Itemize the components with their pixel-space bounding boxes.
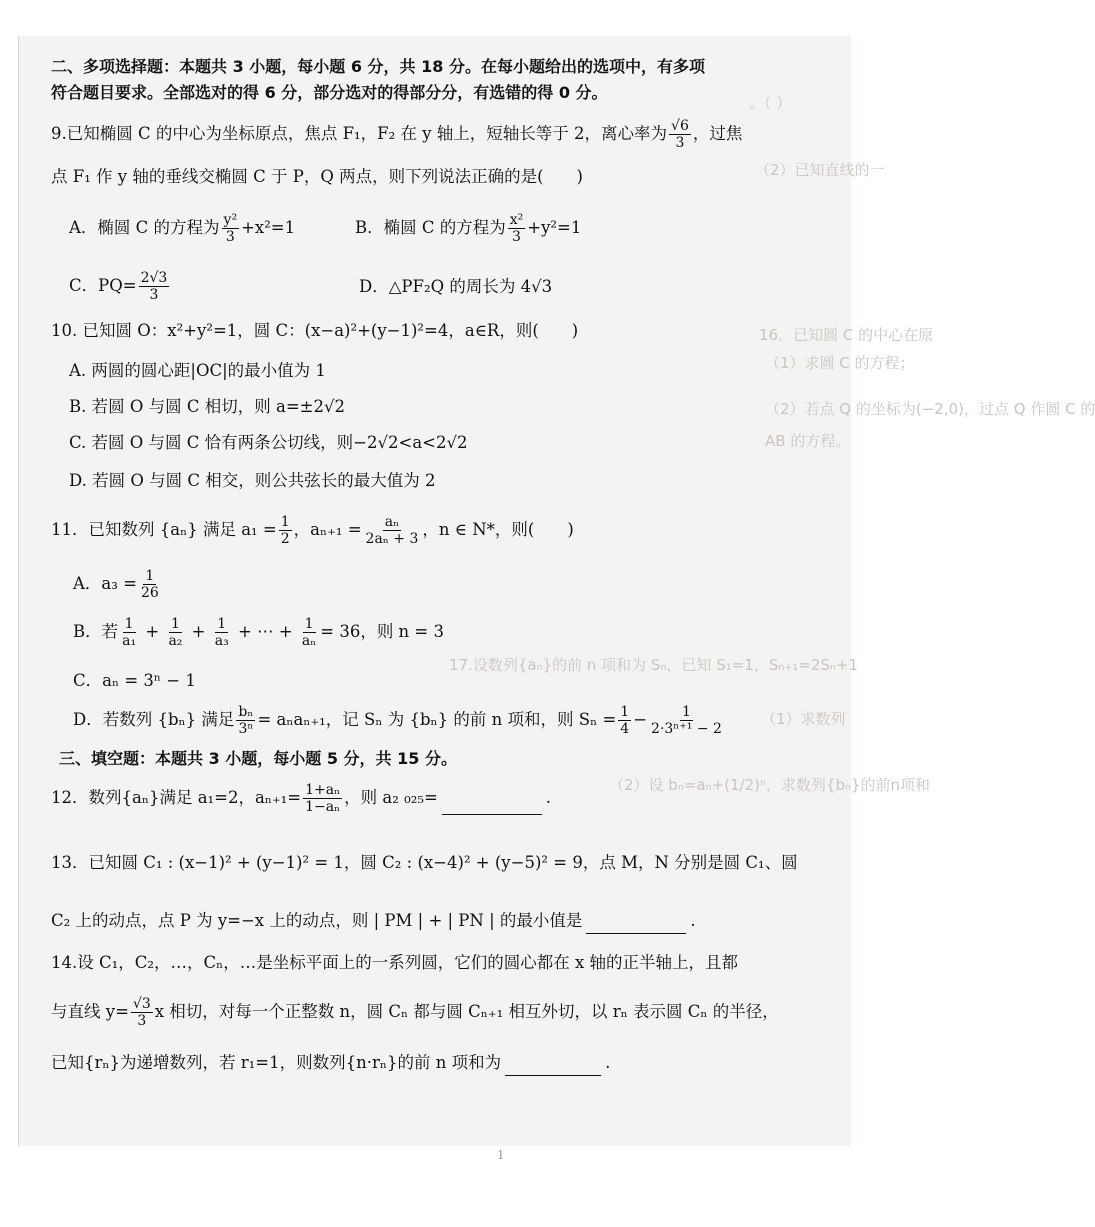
bleed-text-6: AB 的方程。 — [765, 432, 851, 450]
opt-fraction — [222, 212, 240, 245]
frac-num: 1 — [124, 616, 134, 632]
opt-fraction — [120, 616, 138, 649]
opt-text-mid: = aₙaₙ₊₁，记 Sₙ 为 {bₙ} 的前 n 项和，则 Sₙ = — [257, 710, 617, 729]
opt-fraction — [166, 616, 184, 649]
frac-num: 2√3 — [140, 270, 168, 286]
q10-option-a: A. 两圆的圆心距|OC|的最小值为 1 — [69, 361, 326, 380]
bleed-text-4: （1）求圆 C 的方程； — [765, 354, 915, 372]
opt-text-post: +x²=1 — [241, 218, 296, 237]
q13-text: C₂ 上的动点，点 P 为 y=−x 上的动点，则 | PM | + | PN | 的最小值是 — [51, 911, 583, 930]
frac-num: x² — [509, 212, 524, 228]
bleed-text-3: 16．已知圆 C 的中心在原 — [759, 326, 934, 344]
frac-den: a₂ — [168, 633, 183, 649]
bleed-text-7: 17.设数列{aₙ}的前 n 项和为 Sₙ，已知 S₁=1，Sₙ₊₁=2Sₙ+1 — [449, 656, 858, 674]
q14-text: 与直线 y= — [51, 1002, 129, 1021]
q11-recursion-fraction — [364, 514, 421, 547]
opt-text: A．a₃ = — [73, 574, 137, 593]
frac-num: bₙ — [238, 704, 254, 720]
q14-slope-fraction — [131, 996, 153, 1029]
q14-text-post: x 相切，对每一个正整数 n，圆 Cₙ 都与圆 Cₙ₊₁ 相互外切，以 rₙ 表示圆 Cₙ 的半径， — [154, 1002, 779, 1021]
frac-num: √3 — [132, 996, 151, 1012]
q11-option-c: C．aₙ = 3ⁿ − 1 — [73, 671, 196, 690]
q12-period: . — [545, 788, 552, 807]
q11-stem-text: 11．已知数列 {aₙ} 满足 a₁ = — [51, 520, 277, 539]
frac-num: √6 — [671, 118, 689, 134]
opt-text: C．PQ= — [69, 276, 137, 295]
opt-fraction — [618, 704, 631, 737]
frac-num: 1+aₙ — [305, 782, 341, 798]
frac-den: 3 — [225, 229, 235, 245]
section3-heading: 三、填空题：本题共 3 小题，每小题 5 分，共 15 分。 — [59, 749, 457, 768]
q9-option-c — [69, 270, 171, 303]
q9-option-d: D．△PF₂Q 的周长为 4√3 — [359, 277, 553, 296]
answer-blank[interactable] — [586, 915, 686, 934]
frac-num: 1 — [304, 616, 314, 632]
frac-den: 3 — [675, 135, 685, 151]
opt-fraction — [649, 704, 724, 737]
section2-heading-line2: 符合题目要求。全部选对的得 6 分，部分选对的得部分分，有选错的得 0 分。 — [51, 83, 608, 102]
exam-sheet — [18, 36, 1095, 1162]
q9-stem-end: ，过焦 — [692, 124, 743, 143]
frac-den: 4 — [620, 721, 630, 737]
frac-den: 1−aₙ — [305, 799, 341, 815]
frac-den: 2 — [280, 531, 290, 547]
frac-num: 1 — [682, 704, 691, 720]
q13-line2 — [51, 908, 831, 934]
q10-option-d: D. 若圆 O 与圆 C 相交，则公共弦长的最大值为 2 — [69, 471, 436, 490]
q11-option-d: D．若数列 {bₙ} 满足 $\frac{\text{bₙ}}{\text{3ⁿ}}$ = aₙaₙ₊₁，记 Sₙ 为 {bₙ} 的前 n 项和，则 Sₙ = $\frac{1}{4}$ − $\frac{1}{\text{2·3ⁿ⁺¹ − 2}}$ — [73, 704, 722, 737]
q9-eccentricity-fraction — [669, 118, 691, 151]
q14-line1: 14.设 C₁，C₂，…，Cₙ，…是坐标平面上的一系列圆，它们的圆心都在 x 轴的正半轴上，且都 — [51, 953, 739, 972]
q11-option-a — [73, 568, 163, 601]
q14-text: 已知{rₙ}为递增数列，若 r₁=1，则数列{n·rₙ}的前 n 项和为 — [51, 1053, 502, 1072]
opt-fraction — [300, 616, 318, 649]
q10-stem: 10. 已知圆 O：x²+y²=1，圆 C：(x−a)²+(y−1)²=4，a∈R，则( ) — [51, 321, 579, 340]
q9-option-b — [355, 212, 581, 245]
section2-heading-line1: 二、多项选择题：本题共 3 小题，每小题 6 分，共 18 分。在每小题给出的选项中，有多项 — [51, 57, 705, 76]
frac-num: 1 — [170, 616, 180, 632]
q11-stem — [51, 514, 831, 547]
frac-den: 3ⁿ — [238, 721, 254, 737]
frac-den: 2·3ⁿ⁺¹ − 2 — [651, 721, 722, 737]
frac-den: 3 — [512, 229, 521, 245]
q11-stem-mid: ，aₙ₊₁ = — [293, 520, 362, 539]
frac-den: 3 — [137, 1013, 147, 1029]
q12-stem — [51, 782, 831, 815]
frac-den: 3 — [149, 287, 159, 303]
frac-den: a₁ — [122, 633, 137, 649]
q11-stem-post: ，n ∈ N*，则( ) — [422, 520, 574, 539]
q12-fraction — [303, 782, 342, 815]
q12-stem-post: ，则 a₂ ₀₂₅= — [344, 788, 438, 807]
q14-line2 — [51, 996, 831, 1029]
opt-text-post: +y²=1 — [527, 218, 582, 237]
q13-period: . — [690, 911, 696, 930]
answer-blank[interactable] — [505, 1057, 601, 1076]
q9-stem-line1 — [51, 118, 831, 151]
answer-blank[interactable] — [442, 796, 542, 815]
q9-stem-line2: 点 F₁ 作 y 轴的垂线交椭圆 C 于 P，Q 两点，则下列说法正确的是( ) — [51, 167, 583, 186]
frac-den: aₙ — [301, 633, 317, 649]
q14-line3 — [51, 1050, 831, 1076]
frac-num: y² — [223, 212, 238, 228]
frac-num: 1 — [620, 704, 630, 720]
q12-stem-text: 12．数列{aₙ}满足 a₁=2，aₙ₊₁= — [51, 788, 302, 807]
frac-num: 1 — [280, 514, 290, 530]
bleed-text-1: 。（ ） — [749, 94, 792, 112]
q13-line1: 13．已知圆 C₁ : (x−1)² + (y−1)² = 1，圆 C₂ : (x−4)² + (y−5)² = 9，点 M，N 分别是圆 C₁、圆 — [51, 853, 798, 872]
opt-fraction — [508, 212, 526, 245]
bleed-text-9: （2）设 bₙ=aₙ+(1/2)ⁿ，求数列{bₙ}的前n项和 — [609, 776, 931, 794]
page-mark: 1 — [497, 1148, 505, 1162]
bleed-text-8: （1）求数列 — [761, 710, 846, 728]
frac-den: 2aₙ + 3 — [365, 531, 419, 547]
frac-den: a₃ — [214, 633, 229, 649]
frac-num: aₙ — [384, 514, 400, 530]
bleed-text-5: （2）若点 Q 的坐标为(−2,0)，过点 Q 作圆 C 的 — [765, 400, 1095, 418]
opt-fraction — [139, 270, 170, 303]
frac-den: 26 — [140, 585, 159, 601]
opt-text-post: = 36，则 n = 3 — [320, 622, 444, 641]
q9-option-a — [69, 212, 295, 245]
q11-option-b: B．若 $\frac{1}{\text{a₁}}$ + $\frac{1}{\text{a₂}}$ + $\frac{1}{\text{a₃}}$ + ⋯ + $\frac{1}{\text{aₙ}}$ = 36，则 n = 3 — [73, 616, 444, 649]
bleed-text-2: （2）已知直线的一 — [755, 161, 885, 179]
opt-fraction — [139, 568, 161, 601]
opt-text: A．椭圆 C 的方程为 — [69, 218, 220, 237]
opt-text: D．若数列 {bₙ} 满足 — [73, 710, 235, 729]
q10-option-c: C. 若圆 O 与圆 C 恰有两条公切线，则−2√2<a<2√2 — [69, 433, 468, 452]
frac-num: 1 — [217, 616, 227, 632]
opt-text: B．椭圆 C 的方程为 — [355, 218, 506, 237]
q10-option-b: B. 若圆 O 与圆 C 相切，则 a=±2√2 — [69, 397, 345, 416]
opt-fraction — [213, 616, 231, 649]
frac-num: 1 — [145, 568, 155, 584]
q14-period: . — [605, 1053, 611, 1072]
opt-fraction — [236, 704, 255, 737]
opt-text: B．若 — [73, 622, 119, 641]
q9-stem-text: 9.已知椭圆 C 的中心为坐标原点，焦点 F₁，F₂ 在 y 轴上，短轴长等于 2，离心率为 — [51, 124, 668, 143]
q11-a1-fraction — [279, 514, 292, 547]
